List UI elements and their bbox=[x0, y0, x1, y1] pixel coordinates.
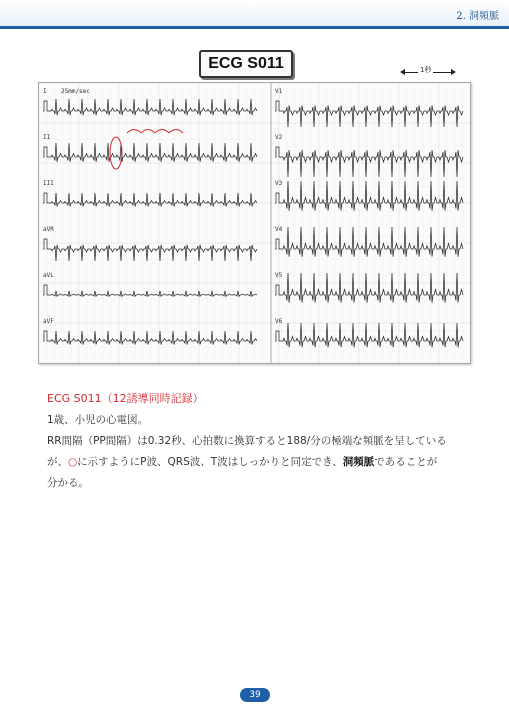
caption-title: ECG S011（12誘導同時記録） bbox=[47, 392, 204, 405]
header-band bbox=[0, 0, 509, 26]
caption-line: RR間隔（PP間隔）は0.32秒、心拍数に換算すると188/分の極端な頻脈を呈している bbox=[47, 435, 447, 447]
caption-line: が、○に示すようにP波、QRS波、T波はしっかりと同定でき、洞頻脈であることが bbox=[47, 456, 438, 468]
arrow-right-icon bbox=[451, 69, 456, 75]
svg-text:aVF: aVF bbox=[43, 318, 54, 325]
svg-text:25mm/sec: 25mm/sec bbox=[61, 88, 90, 95]
circle-mark: ○ bbox=[68, 456, 78, 468]
svg-text:aVR: aVR bbox=[43, 226, 54, 233]
svg-text:V3: V3 bbox=[275, 180, 283, 187]
chapter-title: 2. 洞頻脈 bbox=[456, 11, 499, 22]
emphasis: 洞頻脈 bbox=[342, 456, 375, 468]
figure-title: ECG S011 bbox=[199, 50, 293, 78]
svg-text:V4: V4 bbox=[275, 226, 283, 233]
caption-line: 分かる。 bbox=[47, 477, 89, 489]
header-rule bbox=[0, 26, 509, 29]
ecg-tracing bbox=[39, 83, 470, 363]
caption-body bbox=[47, 410, 467, 494]
svg-text:V2: V2 bbox=[275, 134, 283, 141]
page-number: 39 bbox=[240, 688, 270, 702]
svg-text:I: I bbox=[43, 88, 47, 95]
svg-text:V1: V1 bbox=[275, 88, 283, 95]
caption-line: 1歳、小児の心電図。 bbox=[47, 414, 149, 426]
svg-text:III: III bbox=[43, 180, 54, 187]
svg-text:aVL: aVL bbox=[43, 272, 54, 279]
ecg-figure bbox=[38, 82, 471, 364]
scale-label: 1秒 bbox=[420, 66, 432, 74]
svg-text:II: II bbox=[43, 134, 51, 141]
svg-text:V5: V5 bbox=[275, 272, 283, 279]
svg-text:V6: V6 bbox=[275, 318, 283, 325]
